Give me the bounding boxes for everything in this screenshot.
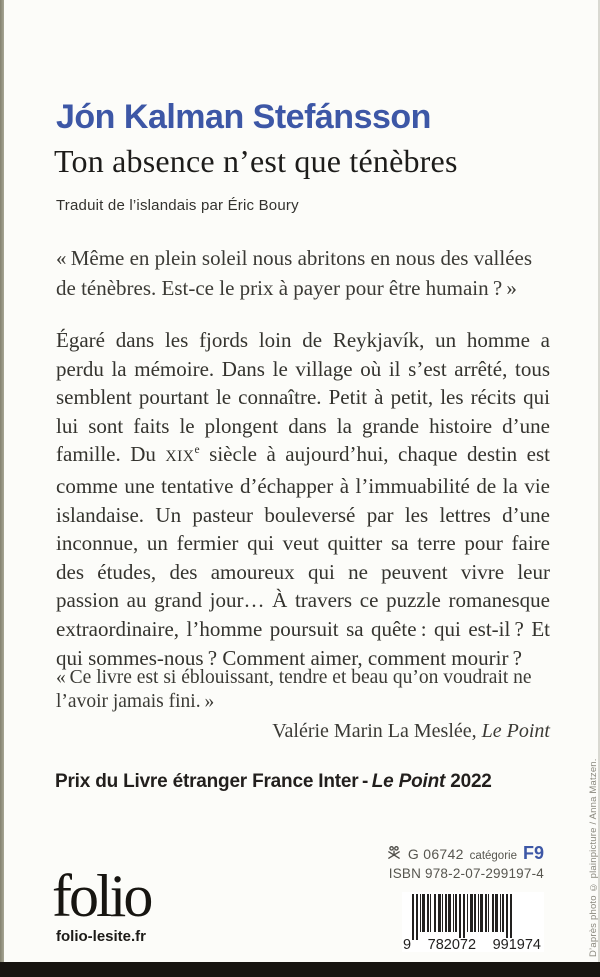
synopsis-part2: siècle à aujourd’hui, chaque destin est comme une tentative d’échapper à l’immuabilité de la vie islandaise. Un pasteur bouleversé par les lettres d’une inconnue, un fermier qui veut quitter sa terre pour faire des études, des amoureux qui ne peuvent vivre leur passion au grand jour… À travers ce puzzle romanesque extraordinaire, l’homme poursuit sa quête : qui est-il ? Et qui sommes-nous ? Comment aimer, comment mourir ? xyxy=(56,442,550,670)
epigraph-quote: « Même en plein soleil nous abritons en nous des vallées de ténèbres. Est-ce le prix à payer pour être humain ? » xyxy=(56,246,533,300)
award-publication: Le Point xyxy=(371,771,446,792)
isbn-number: ISBN 978-2-07-299197-4 xyxy=(388,866,544,881)
barcode-group2: 991974 xyxy=(492,937,541,953)
category-label: catégorie xyxy=(469,850,517,862)
award-prefix: Prix du Livre étranger France Inter - xyxy=(55,771,372,792)
colophon-pictogram-icon xyxy=(386,845,402,866)
catalog-code: G 06742 xyxy=(407,846,464,862)
author-name: Jón Kalman Stefánsson xyxy=(56,98,431,136)
press-review-attribution xyxy=(56,720,550,743)
bottom-black-bar xyxy=(0,962,600,977)
catalog-meta-line xyxy=(386,843,544,864)
book-title: Ton absence n’est que ténèbres xyxy=(54,143,458,179)
publisher-logo: folio xyxy=(52,863,151,929)
award-line xyxy=(55,771,555,793)
synopsis-paragraph xyxy=(56,326,550,672)
barcode-group1: 782072 xyxy=(427,937,477,953)
century-numeral: XIX xyxy=(165,448,195,466)
synopsis-part1: Égaré dans les fjords loin de Reykjavík, un homme a perdu la mémoire. Dans le village où il s’est arrêté, tous semblent pourtant le connaître. Petit à petit, les récits qui lui sont faits le plongent dans la grande histoire d’une famille. Du xyxy=(56,328,550,467)
barcode xyxy=(402,892,544,952)
barcode-digits xyxy=(402,938,542,952)
translator-line: Traduit de l’islandais par Éric Boury xyxy=(56,197,299,214)
review-publication: Le Point xyxy=(481,720,550,742)
category-value: F9 xyxy=(522,843,544,863)
century-superscript: e xyxy=(194,444,200,457)
reviewer-name: Valérie Marin La Meslée, xyxy=(272,720,482,742)
award-year: 2022 xyxy=(445,771,492,792)
barcode-digit-left: 9 xyxy=(403,937,412,953)
barcode-bars xyxy=(412,894,540,940)
spine-edge xyxy=(0,0,4,977)
press-review-quote: « Ce livre est si éblouissant, tendre et beau qu’on voudrait ne l’avoir jamais fini. » xyxy=(56,667,532,712)
publisher-website: folio-lesite.fr xyxy=(56,928,147,945)
photo-credit: D’après photo © plainpicture / Anna Matzen. xyxy=(588,758,599,957)
